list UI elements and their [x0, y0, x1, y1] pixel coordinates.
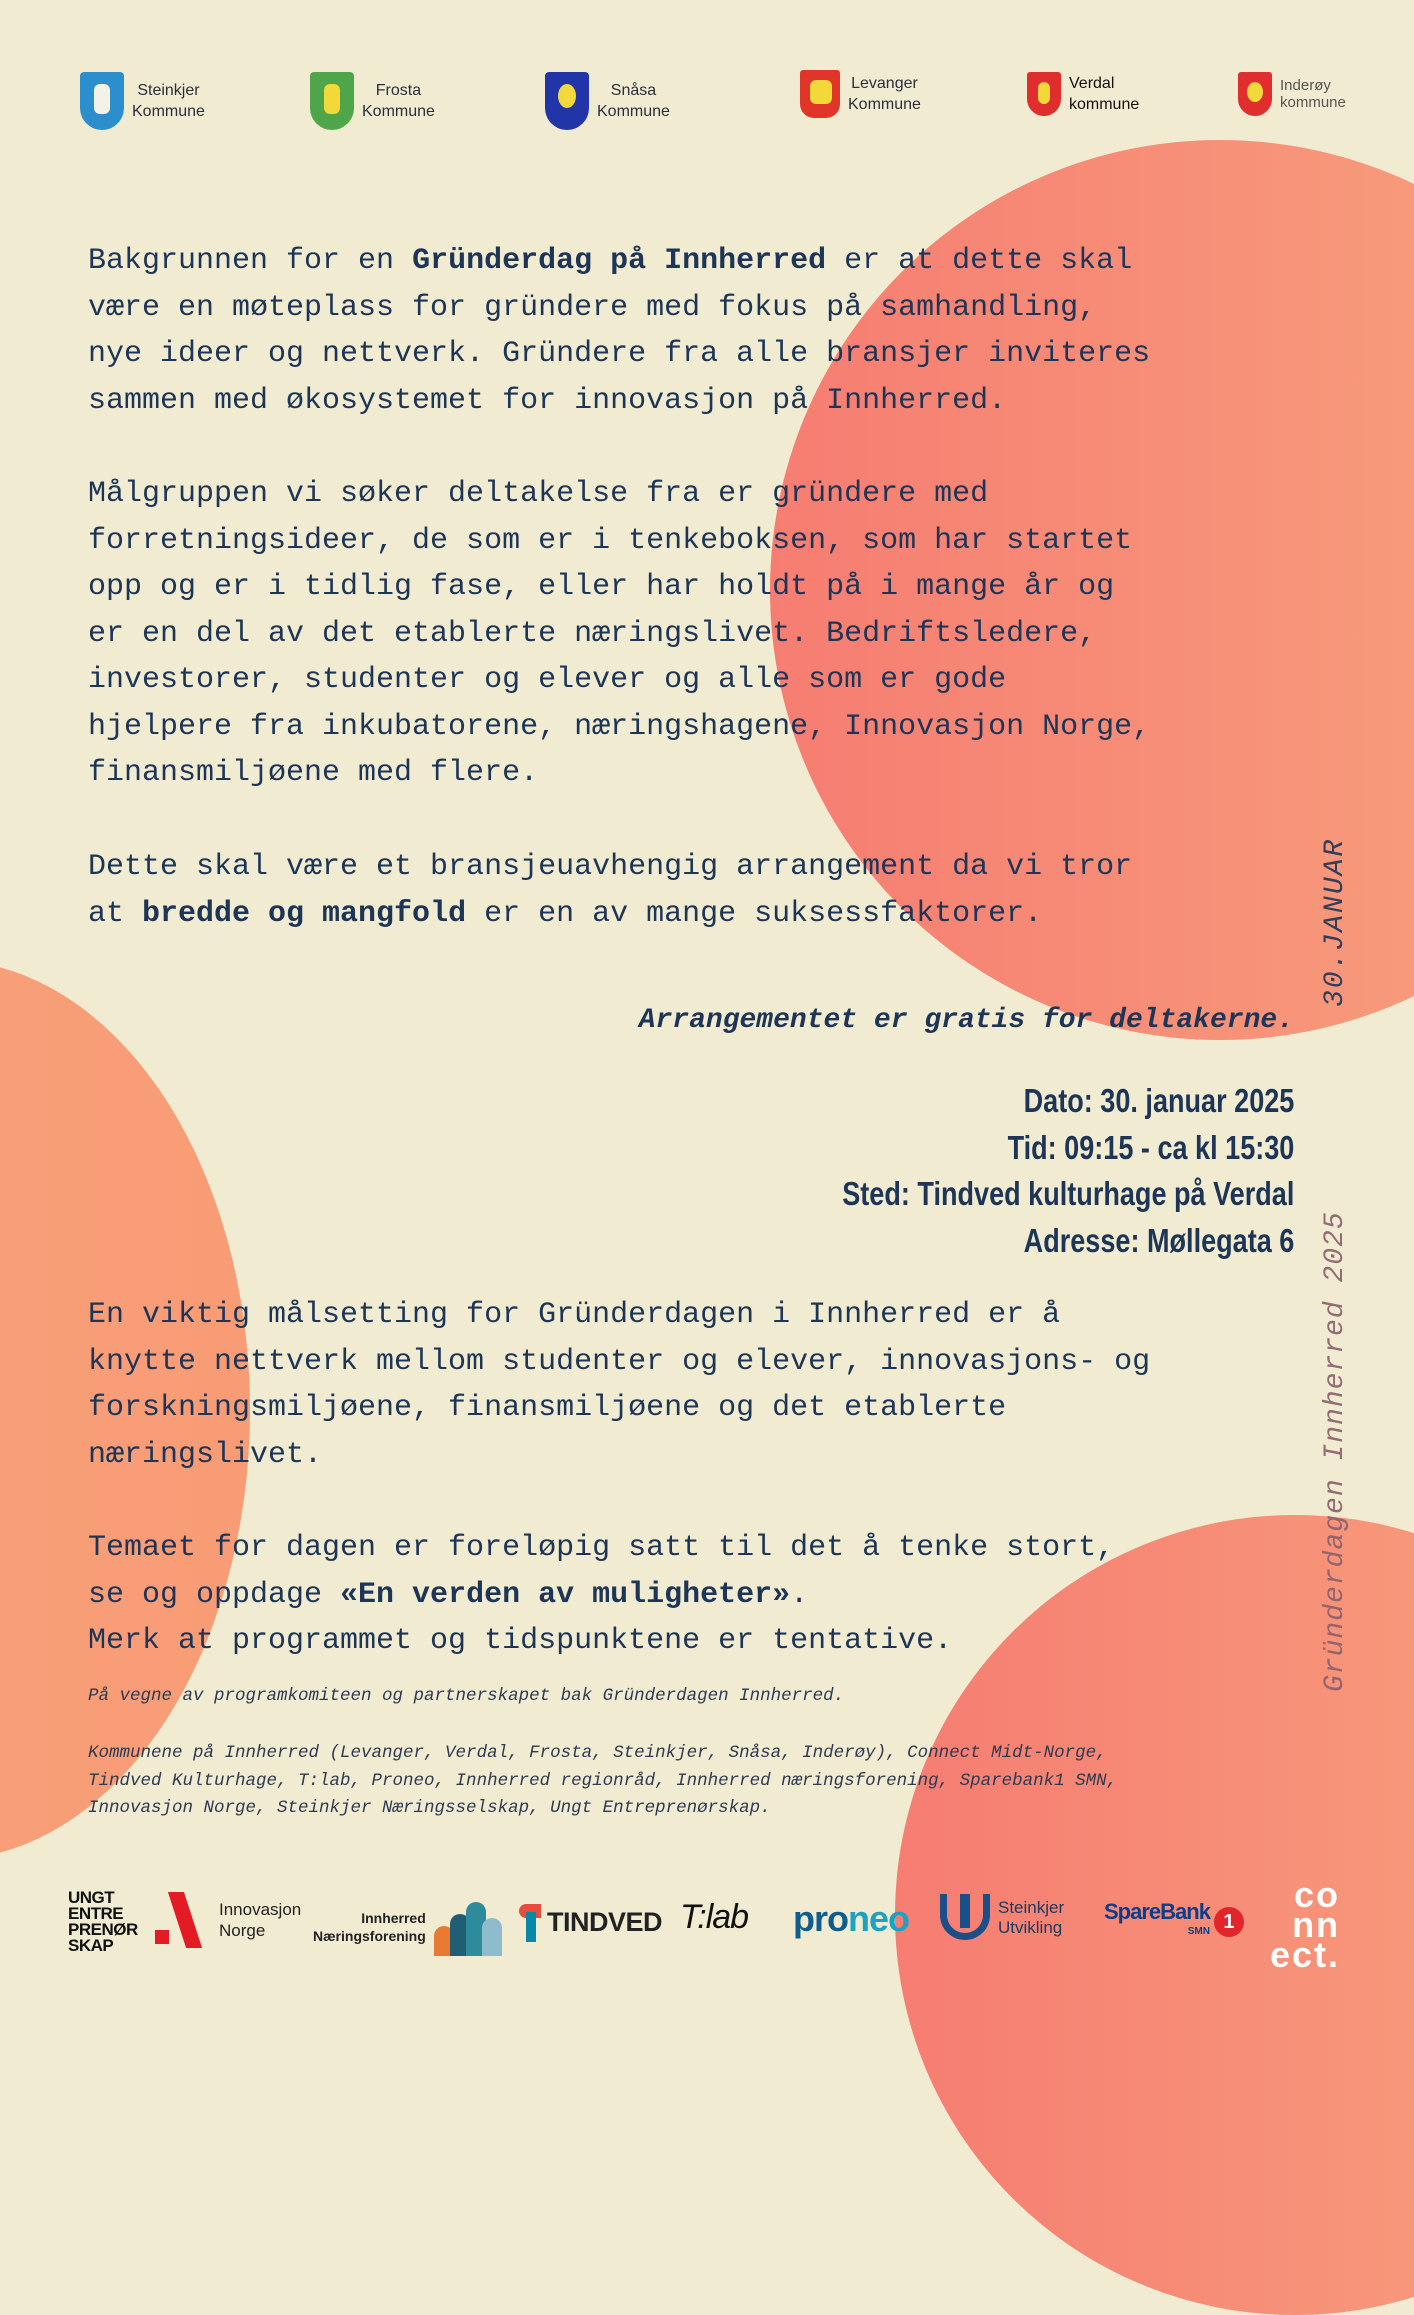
logo-line: PRENØR	[68, 1920, 138, 1939]
logo-line: Innovasjon	[219, 1900, 302, 1919]
logo-line: Frosta	[375, 82, 422, 99]
logo-line: Levanger	[851, 75, 918, 92]
event-date: Dato: 30. januar 2025	[1023, 1082, 1294, 1119]
logo-frosta-kommune	[310, 72, 435, 130]
partner-logos	[0, 1874, 1414, 1975]
sparebank-one-icon: 1	[1214, 1907, 1244, 1937]
logo-tlab: T:lab	[680, 1898, 749, 1936]
logo-line: Steinkjer	[998, 1898, 1065, 1917]
paragraph-goal: En viktig målsetting for Gründerdagen i Innherred er å knytte nettverk mellom studenter og elever, innovasjons- og forskningsmiljøene, finansmiljøene og det etablerte næringslivet.	[88, 1298, 1151, 1472]
logo-innovasjon-norge	[155, 1892, 301, 1948]
header-logos	[0, 60, 1414, 140]
partner-list: Kommunene på Innherred (Levanger, Verdal, Frosta, Steinkjer, Snåsa, Inderøy), Connect Midt-Norge, Tindved Kulturhage, T:lab, Proneo, Innherred regionråd, Innherred næringsforening, Sparebank1 SMN, Innovasjon Norge, Steinkjer Næringsselskap, Ungt Entreprenørskap.	[88, 1743, 1118, 1818]
text-run-bold: «En verden av muligheter»	[340, 1577, 791, 1612]
logo-snasa-kommune	[545, 72, 670, 130]
logo-line: Inderøy	[1280, 77, 1331, 94]
steinkjer-coat-of-arms-icon	[80, 72, 124, 130]
text-run: Temaet for dagen er foreløpig satt til det å tenke stort, se og oppdage	[88, 1531, 1115, 1612]
text-run: Dette skal være et bransjeuavhengig arrangement da vi tror at	[88, 850, 1133, 931]
innovasjon-norge-mark-icon	[155, 1892, 207, 1948]
verdal-coat-of-arms-icon	[1027, 72, 1061, 116]
levanger-coat-of-arms-icon	[800, 70, 840, 118]
event-details	[842, 1078, 1294, 1264]
logo-line: Kommune	[362, 103, 435, 120]
vertical-event-name: Gründerdagen Innherred 2025	[1320, 1211, 1351, 1692]
logo-line: nn	[1292, 1904, 1341, 1945]
text-run: er at dette skal være en møteplass for gründere med fokus på samhandling, nye ideer og nettverk. Gründere fra alle bransjer inviteres sammen med økosystemet for innovasjon på Innherred.	[88, 244, 1151, 418]
paragraph-diversity	[88, 844, 1308, 937]
logo-text: neo	[848, 1898, 910, 1939]
logo-line: ect.	[1270, 1934, 1341, 1975]
logo-line: ENTRE	[68, 1904, 124, 1923]
on-behalf-note: På vegne av programkomiteen og partnerskapet bak Gründerdagen Innherred.	[88, 1686, 845, 1706]
logo-line: SKAP	[68, 1936, 114, 1955]
logo-steinkjer-utvikling	[940, 1894, 1064, 1942]
logo-line: Kommune	[848, 96, 921, 113]
logo-tindved	[519, 1902, 662, 1942]
logo-sparebank1-smn	[1104, 1899, 1244, 1942]
snasa-coat-of-arms-icon	[545, 72, 589, 130]
logo-line: co	[1294, 1874, 1341, 1915]
logo-line: UNGT	[68, 1888, 115, 1907]
text-run: er en av mange suksessfaktorer.	[466, 896, 1043, 931]
logo-levanger-kommune	[800, 70, 921, 118]
tindved-mark-icon	[519, 1902, 541, 1942]
free-event-notice: Arrangementet er gratis for deltakerne.	[638, 1005, 1294, 1036]
logo-line: Utvikling	[998, 1918, 1063, 1937]
text-run: . Merk at programmet og tidspunktene er tentative.	[88, 1577, 953, 1658]
logo-verdal-kommune	[1027, 72, 1139, 116]
logo-text: pro	[793, 1898, 848, 1939]
logo-line: Verdal	[1069, 75, 1115, 92]
paragraph-theme	[88, 1525, 1308, 1665]
logo-line: Snåsa	[610, 82, 657, 99]
event-address: Adresse: Møllegata 6	[1023, 1221, 1294, 1259]
frosta-coat-of-arms-icon	[310, 72, 354, 130]
logo-steinkjer-kommune	[80, 72, 205, 130]
logo-line: Kommune	[597, 103, 670, 120]
logo-innherred-naeringsforening	[313, 1898, 500, 1956]
logo-connect	[1270, 1874, 1341, 1975]
logo-proneo	[793, 1898, 909, 1940]
logo-line: kommune	[1069, 96, 1140, 113]
logo-line: Norge	[219, 1921, 266, 1940]
text-run-bold: bredde og mangfold	[142, 896, 467, 931]
text-run-bold: Gründerdag på Innherred	[412, 244, 827, 278]
logo-subtext: SMN	[1187, 1926, 1210, 1937]
event-time: Tid: 09:15 - ca kl 15:30	[1007, 1128, 1294, 1166]
event-place: Sted: Tindved kulturhage på Verdal	[841, 1175, 1294, 1212]
naeringsforening-mark-icon	[434, 1898, 500, 1956]
text-run: Bakgrunnen for en	[88, 244, 413, 278]
logo-ungt-entreprenorskap	[68, 1890, 138, 1954]
logo-line: Innherred	[361, 1910, 426, 1926]
steinkjer-utvikling-mark-icon	[940, 1894, 990, 1942]
inderoy-coat-of-arms-icon	[1238, 72, 1272, 116]
logo-line: Steinkjer	[137, 82, 200, 99]
paragraph-background	[88, 238, 1308, 424]
paragraph-target-group: Målgruppen vi søker deltakelse fra er gründere med forretningsideer, de som er i tenkeboksen, som har startet opp og er i tidlig fase, eller har holdt på i mange år og er en del av det etablerte næringslivet. Bedriftsledere, investorer, studenter og elever og alle som er gode hjelpere fra inkubatorene, næringshagene, Innovasjon Norge, finansmiljøene med flere.	[88, 477, 1151, 790]
logo-text: SpareBank	[1104, 1899, 1210, 1924]
logo-line: Næringsforening	[313, 1928, 426, 1944]
logo-inderoy-kommune	[1238, 72, 1346, 116]
logo-text: TINDVED	[547, 1906, 663, 1937]
vertical-date-label: 30.JANUAR	[1320, 837, 1351, 1007]
logo-line: kommune	[1280, 94, 1346, 111]
logo-line: Kommune	[132, 103, 205, 120]
